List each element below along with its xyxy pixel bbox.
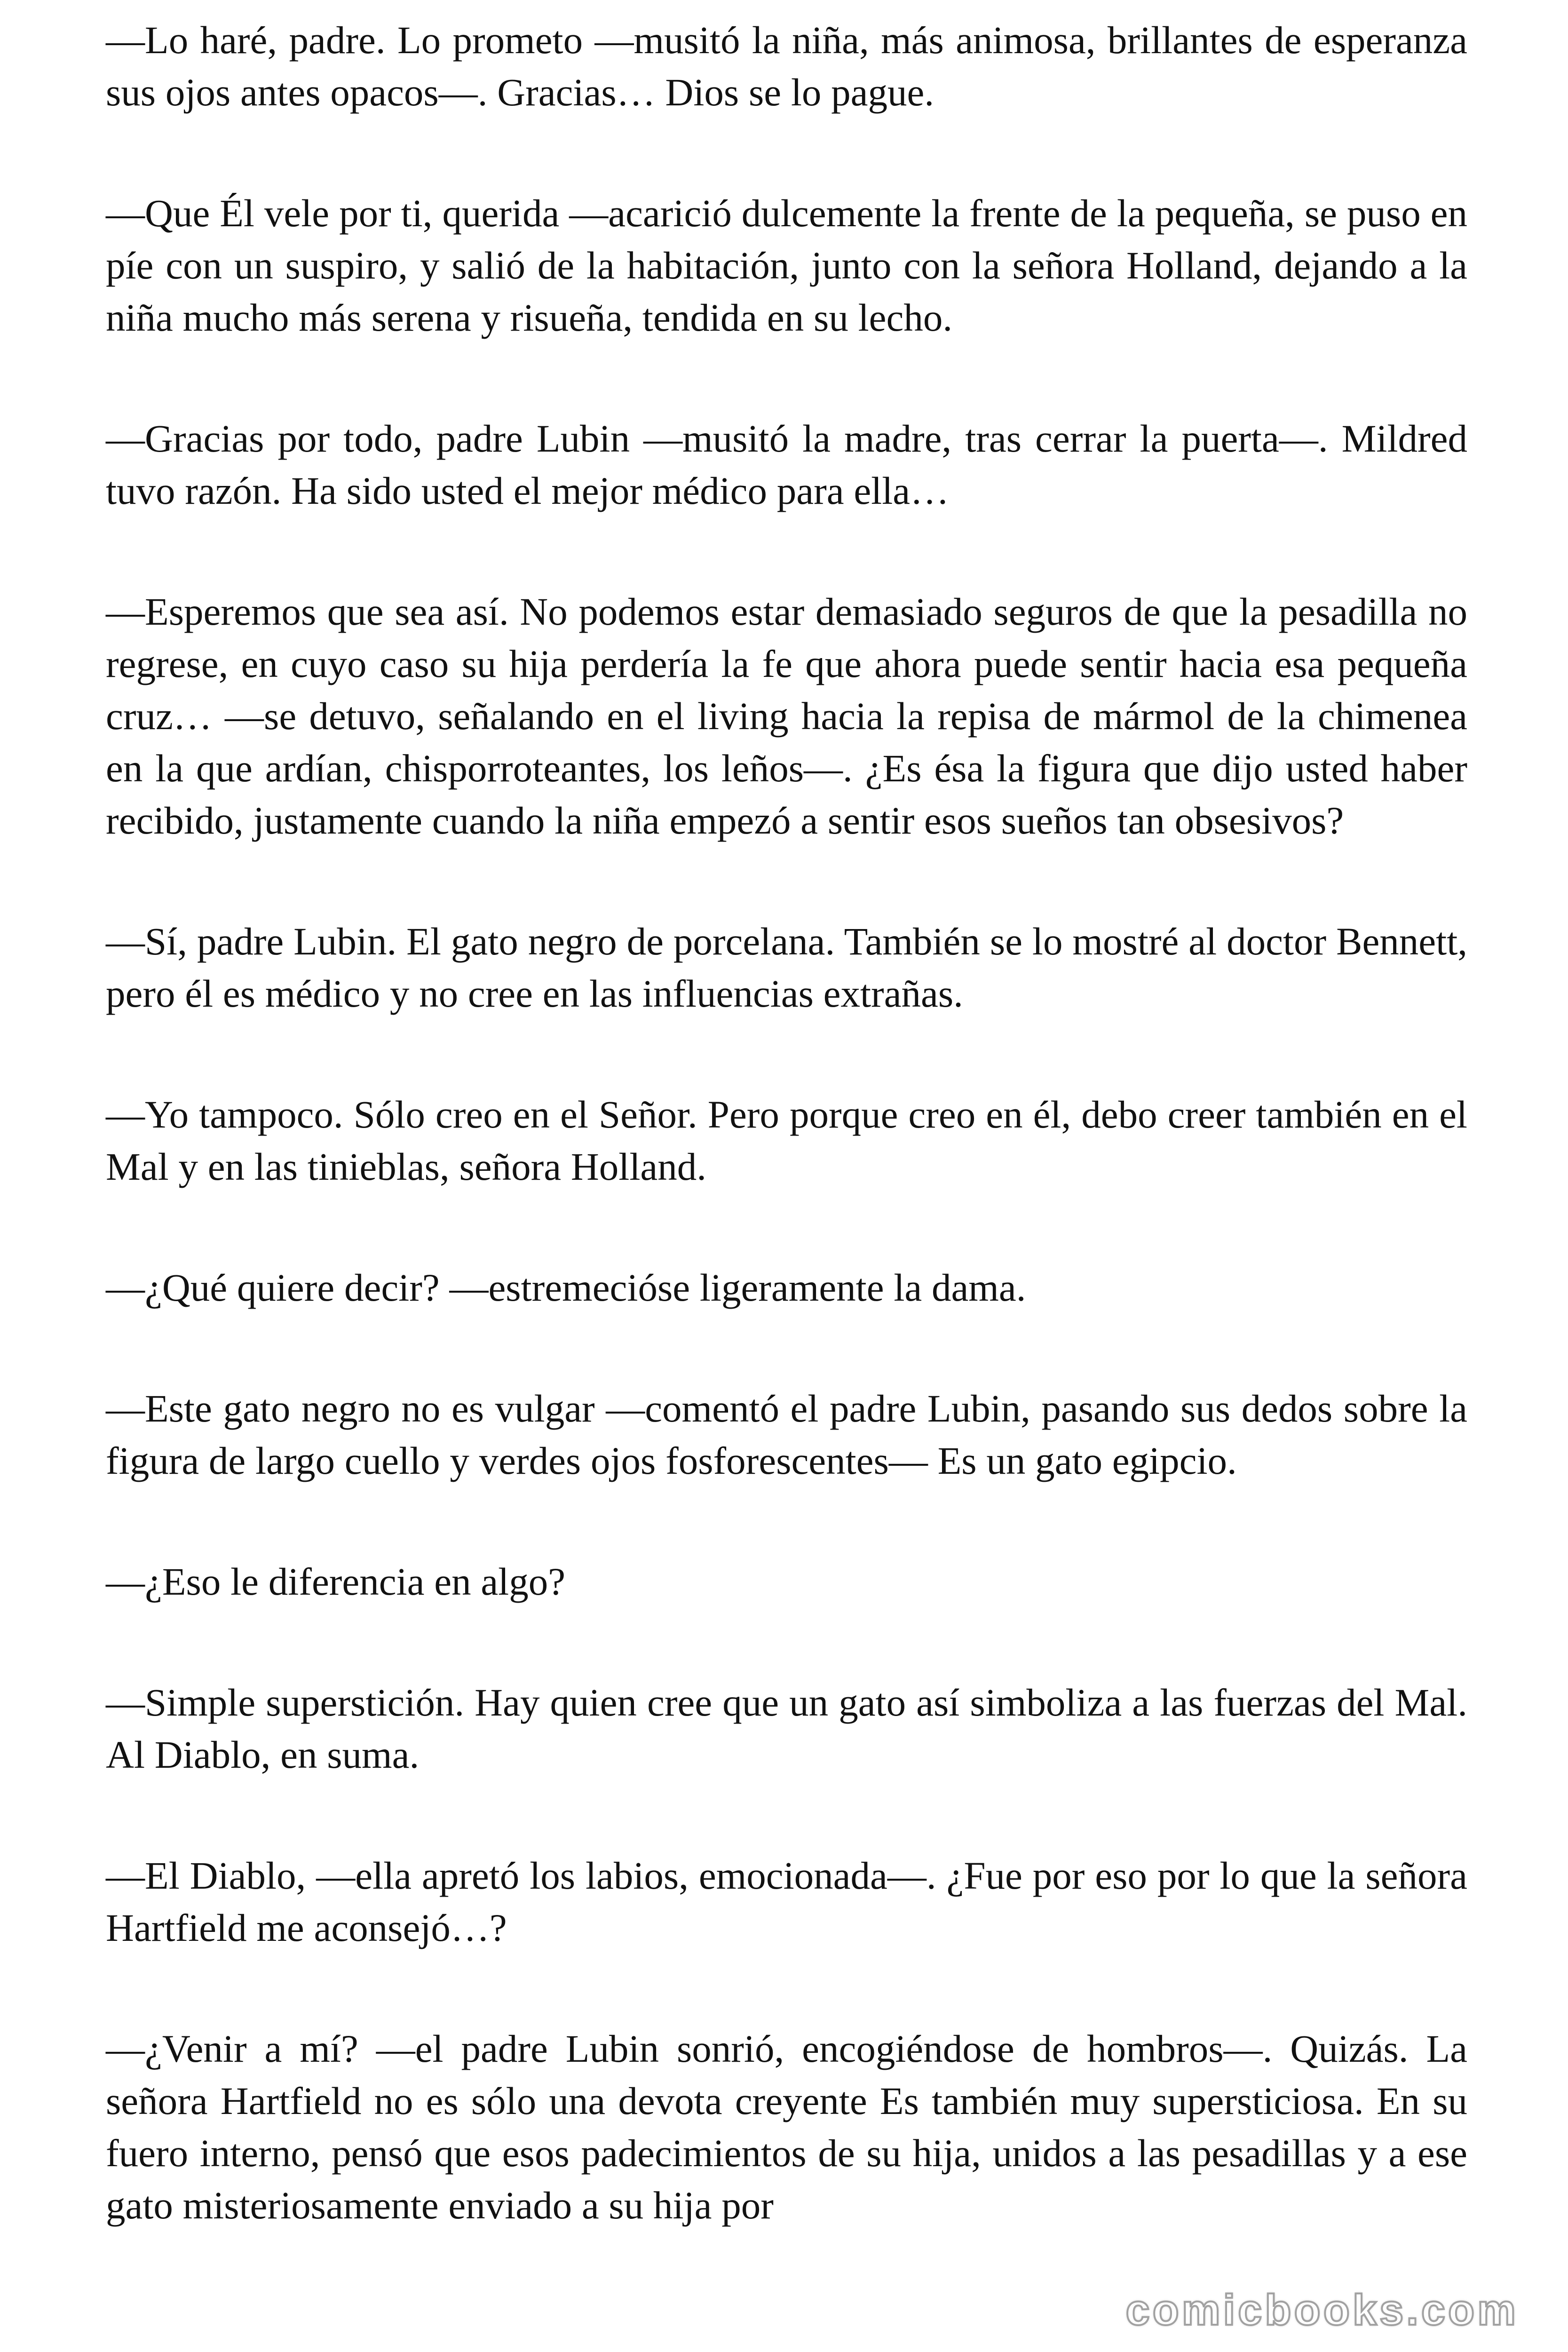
paragraph: —Lo haré, padre. Lo prometo —musitó la niña, más animosa, brillantes de esperanza sus ojos antes opacos—. Gracias… Dios se lo pague. bbox=[106, 18, 1467, 114]
paragraph: —Que Él vele por ti, querida —acarició dulcemente la frente de la pequeña, se puso en píe con un suspiro, y salió de la habitación, junto con la señora Holland, dejando a la niña mucho más serena y risueña, tendida en su lecho. bbox=[106, 191, 1467, 339]
paragraph: —Esperemos que sea así. No podemos estar demasiado seguros de que la pesadilla no regrese, en cuyo caso su hija perdería la fe que ahora puede sentir hacia esa pequeña cruz… —se detuvo, señalando en el living hacia la repisa de mármol de la chimenea en la que ardían, chisporroteantes, los leños—. ¿Es ésa la figura que dijo usted haber recibido, justamente cuando la niña empezó a sentir esos sueños tan obsesivos? bbox=[106, 590, 1467, 842]
watermark-logo: comicbooks.com bbox=[1125, 2286, 1519, 2334]
paragraph: —¿Eso le diferencia en algo? bbox=[106, 1560, 566, 1603]
paragraph: —¿Venir a mí? —el padre Lubin sonrió, encogiéndose de hombros—. Quizás. La señora Hartfield no es sólo una devota creyente Es también muy supersticiosa. En su fuero interno, pensó que esos padecimientos de su hija, unidos a las pesadillas y a ese gato misteriosamente enviado a su hija por bbox=[106, 2027, 1467, 2227]
paragraph: —Sí, padre Lubin. El gato negro de porcelana. También se lo mostré al doctor Bennett, pero él es médico y no cree en las influencias extrañas. bbox=[106, 920, 1467, 1015]
text-column bbox=[106, 14, 1467, 2300]
paragraph: —El Diablo, —ella apretó los labios, emocionada—. ¿Fue por eso por lo que la señora Hartfield me aconsejó…? bbox=[106, 1854, 1467, 1949]
paragraph: —Este gato negro no es vulgar —comentó el padre Lubin, pasando sus dedos sobre la figura de largo cuello y verdes ojos fosforescentes— Es un gato egipcio. bbox=[106, 1387, 1467, 1482]
paragraph: —Yo tampoco. Sólo creo en el Señor. Pero porque creo en él, debo creer también en el Mal y en las tinieblas, señora Holland. bbox=[106, 1093, 1467, 1188]
paragraph: —¿Qué quiere decir? —estremecióse ligeramente la dama. bbox=[106, 1266, 1026, 1309]
paragraph: —Simple superstición. Hay quien cree que un gato así simboliza a las fuerzas del Mal. Al Diablo, en suma. bbox=[106, 1681, 1467, 1776]
paragraph: —Gracias por todo, padre Lubin —musitó la madre, tras cerrar la puerta—. Mildred tuvo razón. Ha sido usted el mejor médico para ella… bbox=[106, 417, 1467, 512]
